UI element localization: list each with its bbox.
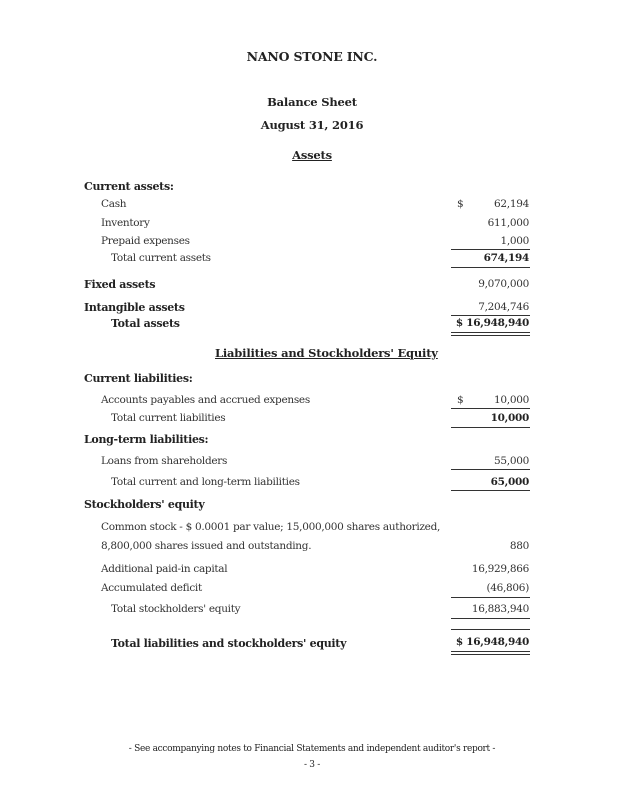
deficit-value: (46,806) [486,582,529,594]
total-assets-label: Total assets [111,317,180,330]
accounts-payable-underline [451,408,530,409]
current-assets-label: Current assets: [84,180,174,193]
intangible-assets-label: Intangible assets [84,301,185,314]
total-equity-value: 16,883,940 [471,603,529,615]
total-current-assets-underline [451,267,530,268]
total-liabilities-value: 65,000 [490,476,529,488]
accounts-payable-currency: $ [457,394,464,406]
grand-total-label: Total liabilities and stockholders' equity [111,637,347,650]
page-number: - 3 - [303,760,321,770]
loans-value: 55,000 [494,455,529,467]
grand-total-overline [451,629,530,630]
total-liabilities-label: Total current and long-term liabilities [111,476,300,488]
total-assets-double-underline-2 [451,335,530,336]
stockholders-equity-label: Stockholders' equity [84,498,205,511]
fixed-assets-label: Fixed assets [84,278,156,291]
cash-value: 62,194 [494,198,529,210]
company-name: NANO STONE INC. [246,49,378,64]
assets-heading: Assets [292,148,332,162]
grand-total-double-underline-1 [451,651,530,652]
inventory-value: 611,000 [487,217,529,229]
fixed-assets-value: 9,070,000 [478,278,529,290]
total-equity-label: Total stockholders' equity [111,603,241,615]
total-current-assets-label: Total current assets [111,252,211,264]
liabilities-heading: Liabilities and Stockholders' Equity [215,346,438,360]
statement-title: Balance Sheet [267,95,357,109]
common-stock-line1: Common stock - $ 0.0001 par value; 15,000,000 shares authorized, [101,521,441,533]
intangible-assets-value: 7,204,746 [478,301,529,313]
prepaid-value: 1,000 [500,235,529,247]
footer-note: - See accompanying notes to Financial Statements and independent auditor's report - [128,744,496,754]
statement-date: August 31, 2016 [260,118,364,132]
cash-label: Cash [101,198,127,210]
accounts-payable-label: Accounts payables and accrued expenses [101,394,310,406]
apic-value: 16,929,866 [471,563,529,575]
grand-total-value: $ 16,948,940 [455,636,529,648]
current-liabilities-label: Current liabilities: [84,372,193,385]
total-assets-value: $ 16,948,940 [455,317,529,329]
total-current-assets-value: 674,194 [483,252,529,264]
inventory-label: Inventory [101,217,150,229]
deficit-label: Accumulated deficit [101,582,202,594]
prepaid-label: Prepaid expenses [101,235,190,247]
common-stock-value: 880 [509,540,529,552]
prepaid-underline [451,249,530,250]
apic-label: Additional paid-in capital [101,563,228,575]
grand-total-double-underline-2 [451,654,530,655]
total-current-liabilities-label: Total current liabilities [111,412,226,424]
accounts-payable-value: 10,000 [494,394,529,406]
total-liabilities-underline [451,490,530,491]
total-equity-underline [451,618,530,619]
common-stock-line2: 8,800,000 shares issued and outstanding. [101,540,312,552]
deficit-underline [451,597,530,598]
long-term-liabilities-label: Long-term liabilities: [84,433,209,446]
intangible-underline [451,315,530,316]
total-current-liabilities-value: 10,000 [490,412,529,424]
loans-label: Loans from shareholders [101,455,228,467]
total-assets-double-underline-1 [451,332,530,333]
loans-underline [451,469,530,470]
cash-currency: $ [457,198,464,210]
total-current-liabilities-underline [451,427,530,428]
